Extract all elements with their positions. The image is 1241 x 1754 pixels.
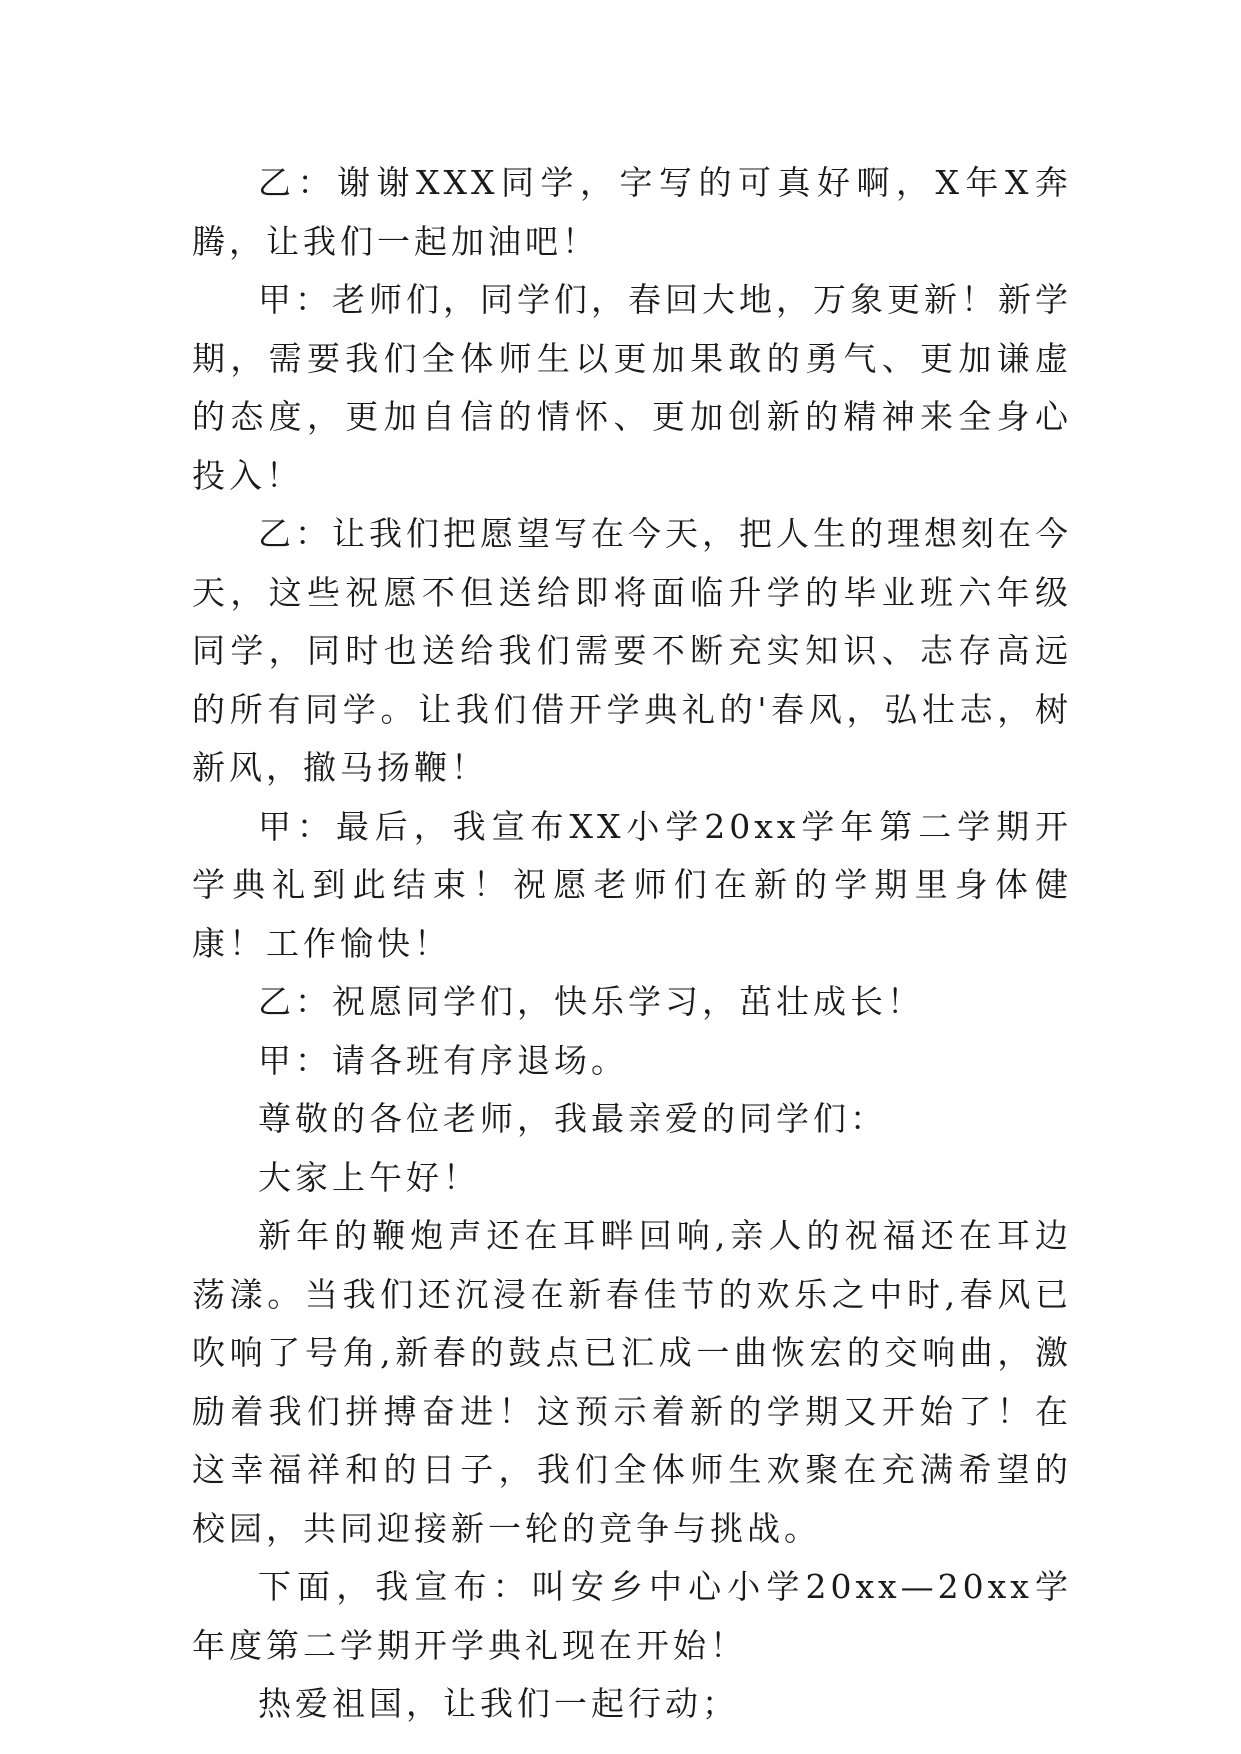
paragraph-1: 乙：谢谢XXX同学，字写的可真好啊，X年X奔腾，让我们一起加油吧！: [192, 163, 1072, 261]
paragraph-8: 大家上午好！: [258, 1157, 480, 1197]
paragraph-2: 甲：老师们，同学们，春回大地，万象更新！新学期，需要我们全体师生以更加果敢的勇气、更加谦虚的态度，更加自信的情怀、更加创新的精神来全身心投入！: [192, 280, 1072, 495]
paragraph-6: 甲：请各班有序退场。: [258, 1040, 628, 1080]
paragraph-7: 尊敬的各位老师，我最亲爱的同学们：: [258, 1099, 887, 1138]
paragraph-11: 热爱祖国，让我们一起行动；: [258, 1684, 739, 1723]
document-body: [192, 154, 1072, 1734]
paragraph-10: 下面，我宣布：叫安乡中心小学20xx—20xx学年度第二学期开学典礼现在开始！: [192, 1567, 1072, 1665]
paragraph-5: 乙：祝愿同学们，快乐学习，茁壮成长！: [258, 982, 924, 1021]
paragraph-4: 甲：最后，我宣布XX小学20xx学年第二学期开学典礼到此结束！祝愿老师们在新的学期里身体健康！工作愉快！: [192, 806, 1072, 963]
paragraph-9: 新年的鞭炮声还在耳畔回响,亲人的祝福还在耳边荡漾。当我们还沉浸在新春佳节的欢乐之中时,春风已吹响了号角,新春的鼓点已汇成一曲恢宏的交响曲，激励着我们拼搏奋进！这预示着新的学期又开始了！在这幸福祥和的日子，我们全体师生欢聚在充满希望的校园，共同迎接新一轮的竞争与挑战。: [192, 1216, 1072, 1548]
paragraph-3: 乙：让我们把愿望写在今天，把人生的理想刻在今天，这些祝愿不但送给即将面临升学的毕业班六年级同学，同时也送给我们需要不断充实知识、志存高远的所有同学。让我们借开学典礼的'春风，弘壮志，树新风，撤马扬鞭！: [192, 514, 1072, 787]
